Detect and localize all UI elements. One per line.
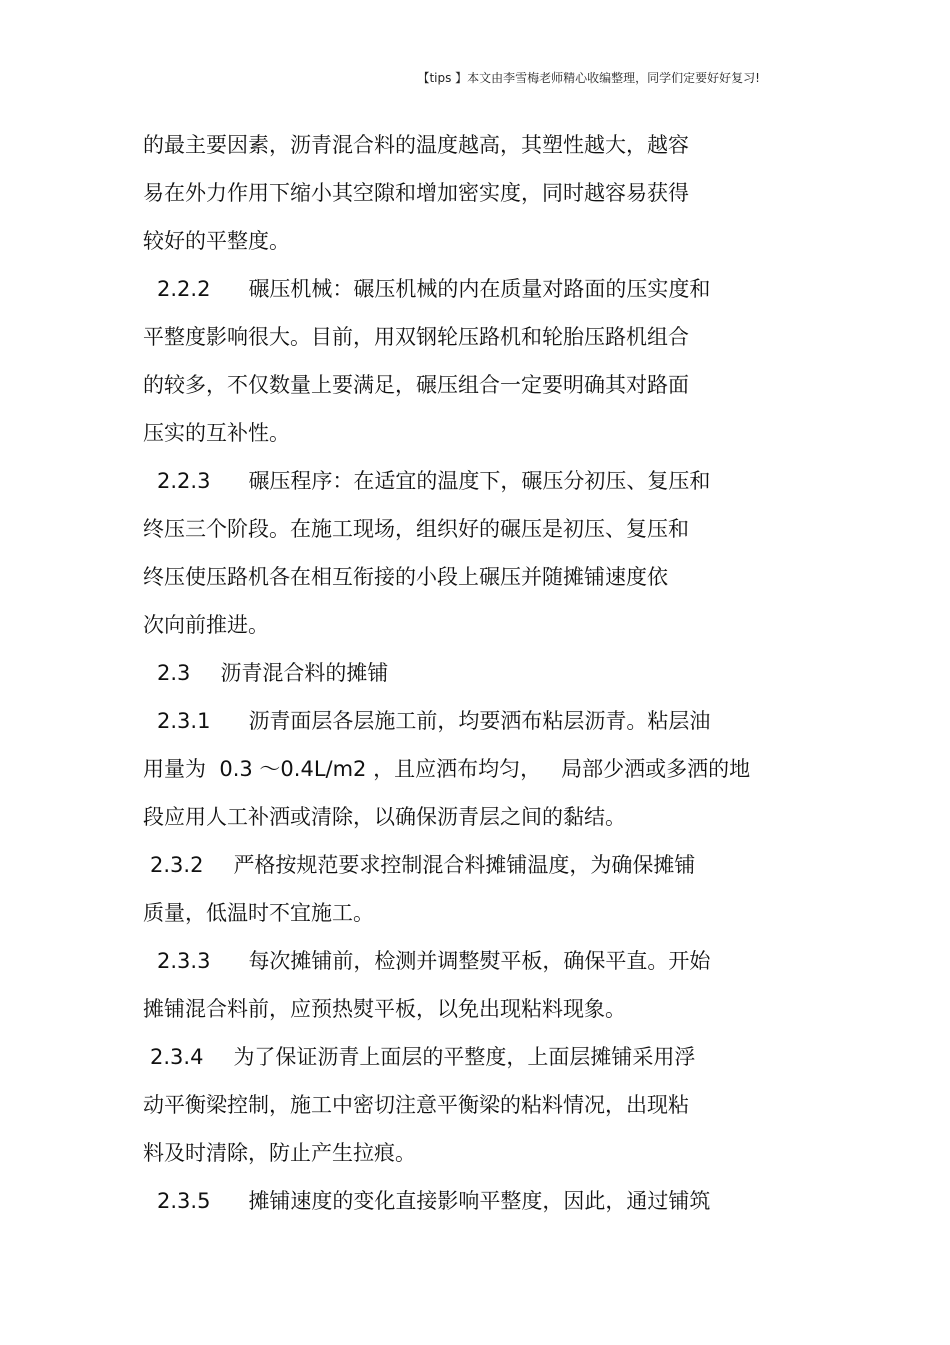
section-number: 2.2.3	[157, 469, 211, 493]
section-2-3-4	[150, 1043, 695, 1071]
section-text: 碾压机械：碾压机械的内在质量对路面的压实度和	[248, 277, 711, 301]
section-text: 为了保证沥青上面层的平整度，上面层摊铺采用浮	[233, 1045, 696, 1069]
paragraph-line: 用量为 0.3 ～0.4L/m2 ，且应洒布均匀， 局部少洒或多洒的地	[143, 757, 751, 781]
paragraph-line: 较好的平整度。	[143, 229, 290, 253]
paragraph-line: 终压使压路机各在相互衔接的小段上碾压并随摊铺速度依	[143, 565, 668, 589]
paragraph-line: 次向前推进。	[143, 613, 269, 637]
section-text: 碾压程序：在适宜的温度下，碾压分初压、复压和	[248, 469, 711, 493]
section-text: 严格按规范要求控制混合料摊铺温度，为确保摊铺	[233, 853, 696, 877]
section-number: 2.2.2	[157, 277, 211, 301]
section-2-3-heading	[157, 659, 388, 687]
section-text: 沥青面层各层施工前，均要洒布粘层沥青。粘层油	[248, 709, 711, 733]
section-2-2-2	[157, 275, 710, 303]
section-text: 每次摊铺前，检测并调整熨平板，确保平直。开始	[248, 949, 711, 973]
section-number: 2.3.1	[157, 709, 211, 733]
paragraph-line: 的较多，不仅数量上要满足，碾压组合一定要明确其对路面	[143, 373, 689, 397]
paragraph-line: 压实的互补性。	[143, 421, 290, 445]
section-number: 2.3	[157, 661, 191, 685]
section-number: 2.3.5	[157, 1189, 211, 1213]
paragraph-line: 料及时清除，防止产生拉痕。	[143, 1141, 416, 1165]
header-tips: 【tips 】本文由李雪梅老师精心收编整理，同学们定要好好复习!	[417, 71, 760, 85]
section-text: 摊铺速度的变化直接影响平整度，因此，通过铺筑	[248, 1189, 711, 1213]
section-number: 2.3.2	[150, 853, 204, 877]
paragraph-line: 终压三个阶段。在施工现场，组织好的碾压是初压、复压和	[143, 517, 689, 541]
paragraph-line: 的最主要因素，沥青混合料的温度越高，其塑性越大，越容	[143, 133, 689, 157]
section-number: 2.3.4	[150, 1045, 204, 1069]
section-2-3-5	[157, 1187, 710, 1215]
section-number: 2.3.3	[157, 949, 211, 973]
section-2-3-1	[157, 707, 710, 735]
paragraph-line: 平整度影响很大。目前，用双钢轮压路机和轮胎压路机组合	[143, 325, 689, 349]
paragraph-line: 易在外力作用下缩小其空隙和增加密实度，同时越容易获得	[143, 181, 689, 205]
paragraph-line: 摊铺混合料前，应预热熨平板，以免出现粘料现象。	[143, 997, 626, 1021]
paragraph-line: 质量，低温时不宜施工。	[143, 901, 374, 925]
section-2-2-3	[157, 467, 710, 495]
section-2-3-2	[150, 851, 695, 879]
paragraph-line: 动平衡梁控制，施工中密切注意平衡梁的粘料情况，出现粘	[143, 1093, 689, 1117]
section-text: 沥青混合料的摊铺	[220, 661, 389, 685]
paragraph-line: 段应用人工补洒或清除，以确保沥青层之间的黏结。	[143, 805, 626, 829]
section-2-3-3	[157, 947, 710, 975]
